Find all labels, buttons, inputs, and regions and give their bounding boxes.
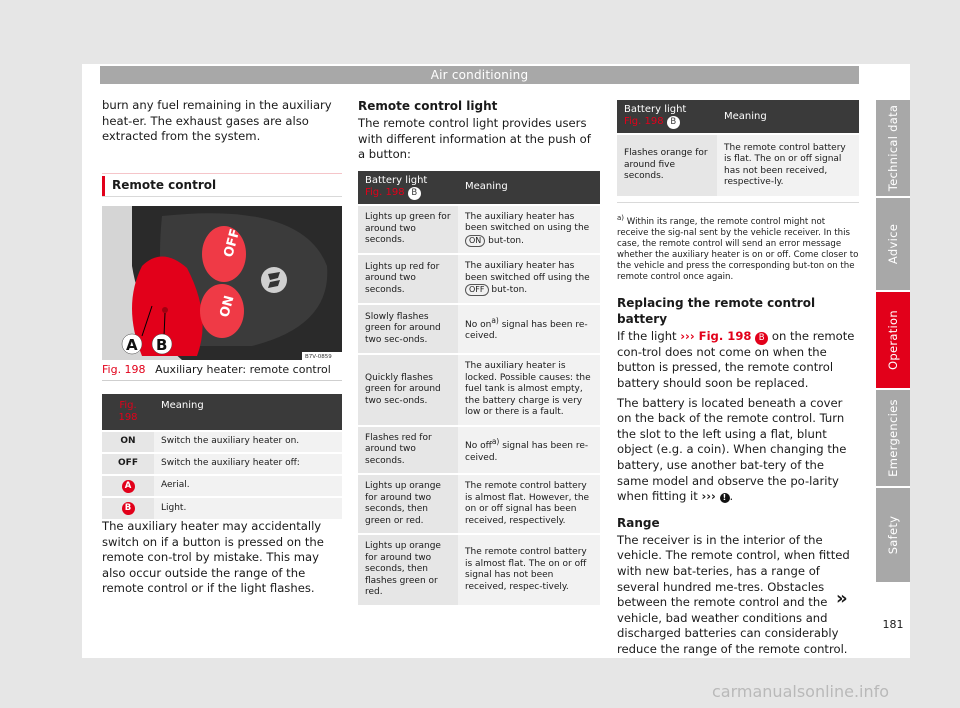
light-state: Slowly flashes green for around two sec-onds. [358,304,458,354]
legend-meaning: Switch the auxiliary heater off: [154,453,342,475]
tab-emergencies[interactable] [876,390,910,486]
outro-paragraph: The auxiliary heater may accidentally switch on if a button is pressed on the remote con-trol by mistake. This may also occur outside the range of the remote control or if the light flashes. [102,519,324,596]
figure-caption [102,362,342,381]
footnote-ref: a) [491,315,499,325]
table-row [102,431,342,453]
meaning-text: The auxiliary heater has been switched on using the [465,211,590,234]
light-state: Flashes red for around two seconds. [358,426,458,475]
chapter-header: Air conditioning [100,66,859,84]
footnote-ref: a) [491,437,500,447]
battery-light-header [358,171,458,205]
battery-paragraph-2: The battery is located beneath a cover on the back of the remote control. Turn the slot to the left using a flat, blunt object (e.g. a coin). When changing the battery, use another bat-tery of the same model and observe the po-larity when fitting it ››› ! . [617,395,847,504]
battery-light-table [358,171,600,605]
light-state: Lights up orange for around two seconds, then flashes green or red. [358,534,458,605]
table-row [358,534,600,605]
header-line2: Fig. 198 [624,116,664,127]
tab-label: Operation [886,310,900,370]
table-row [358,474,600,534]
meaning-text: No on [465,319,492,330]
on-button-label: ON [217,293,238,320]
page-number: 181 [882,618,904,631]
heading-accent-bar [102,176,105,196]
column-middle [358,98,600,605]
figure-caption-label: Fig. 198 [102,363,146,376]
intro-paragraph: burn any fuel remaining in the auxiliary heat-er. The exhaust gases are also extracted from the system. [102,98,332,144]
tab-advice[interactable] [876,198,910,290]
tab-safety[interactable] [876,488,910,582]
remote-control-title: Remote control [112,178,217,192]
header-line1: Battery light [365,174,428,186]
light-intro: The remote control light provides users with different information at the push of a button: [358,116,591,162]
meaning-text: The auxiliary heater has been switched off using the [465,261,590,283]
continue-mark: » [836,588,848,609]
light-section-title: Remote control light [358,99,498,113]
tab-label: Technical data [886,104,900,192]
battery-light-header [617,100,717,134]
light-meaning [458,304,600,354]
light-state: Lights up orange for around two seconds, then green or red. [358,474,458,534]
table-row [358,205,600,255]
off-button-label: OFF [221,227,244,260]
tab-label: Emergencies [886,399,900,477]
text: The battery is located beneath a cover on the back of the remote control. Turn the slot to the left using a flat, blunt object (e.g. a coin). When changing the battery, use another bat-tery of the same model and observe the po-larity when fitting it [617,395,847,504]
table-row [358,354,600,426]
figure-label-a: A [126,336,138,354]
light-meaning: The remote control battery is flat. The on or off signal has not been received, respective-ly. [717,134,859,196]
text: on the remote con-trol does not come on when the button is pressed, the remote control battery should soon be replaced. [617,328,855,391]
table-row [358,426,600,475]
meaning-text: signal has been re-ceived. [465,441,589,463]
remote-control-figure [102,206,342,360]
figure-code: B7V-0859 [305,354,332,360]
legend-key-b: B [122,502,135,515]
off-badge: OFF [465,284,489,296]
remote-control-illustration [102,206,342,360]
legend-meaning: Light. [154,497,342,519]
light-meaning [458,426,600,475]
light-state: Quickly flashes green for around two sec-onds. [358,354,458,426]
legend-meaning: Switch the auxiliary heater on. [154,431,342,453]
warning-icon: ! [720,493,730,503]
table-row [617,134,859,196]
table-row [102,497,342,519]
watermark: carmanualsonline.info [712,682,890,701]
table-row [358,304,600,354]
light-indicator [162,307,168,313]
logo-icon [261,267,287,293]
legend-table-wrap [102,394,342,519]
light-meaning [458,205,600,255]
tab-operation[interactable] [876,292,910,388]
light-meaning: The auxiliary heater is locked. Possible causes: the fuel tank is almost empty, the battery charge is very low or there is a fault. [458,354,600,426]
meaning-text: but-ton. [491,285,528,296]
meaning-text: signal has been re-ceived. [465,319,588,342]
tab-label: Advice [886,223,900,265]
table-row [102,475,342,497]
legend-key-off: OFF [102,453,154,475]
remote-control-heading [102,173,342,197]
battery-light-table-cont [617,100,859,196]
battery-paragraph-1 [617,329,859,392]
range-paragraph: The receiver is in the interior of the vehicle. The remote control, when fitted with new bat-teries, has a range of several hundred me-tres. Obstacles between the remote control and the vehicle, bad weather conditions and discharged batteries can considerably reduce the range of the remote control. [617,532,850,656]
figure-caption-text: Auxiliary heater: remote control [155,363,331,376]
legend-key-a: A [122,480,135,493]
legend-header-meaning: Meaning [154,394,342,431]
warning-link[interactable]: ››› [701,489,716,504]
legend-key-on: ON [102,431,154,453]
light-state: Flashes orange for around five seconds. [617,134,717,196]
meaning-text: but-ton. [488,235,524,246]
header-badge-b: B [667,116,680,129]
light-b-badge: B [755,332,768,345]
column-left [102,98,342,149]
footnote-divider [617,202,859,203]
light-state: Lights up green for around two seconds. [358,205,458,255]
column-right [617,100,859,662]
meaning-header: Meaning [458,171,600,205]
text: If the light [617,328,677,343]
meaning-text: No off [465,441,492,452]
header-line1: Battery light [624,104,687,115]
light-meaning: The remote control battery is almost flat. However, the on or off signal has been received, respectively. [458,474,600,534]
battery-section-title: Replacing the remote control battery [617,295,816,326]
tab-technical-data[interactable] [876,100,910,196]
outro-wrap [102,519,342,601]
footnote-mark: a) [617,214,625,222]
legend-table [102,394,342,519]
light-meaning [458,254,600,304]
fig-link[interactable]: ››› Fig. 198 [680,328,752,343]
on-badge: ON [465,235,485,247]
tab-label: Safety [886,515,900,555]
range-section-title: Range [617,515,660,530]
table-row [102,453,342,475]
header-badge-b: B [408,187,421,200]
legend-header-fig: Fig. 198 [102,394,154,431]
figure-label-b: B [156,336,168,354]
footnote [617,213,859,283]
table-row [358,254,600,304]
light-meaning: The remote control battery is almost flat. The on or off signal has not been received, respec-tively. [458,534,600,605]
legend-meaning: Aerial. [154,475,342,497]
footnote-text: Within its range, the remote control might not receive the sig-nal sent by the vehicle receiver. In this case, the remote control will send an error message whether the auxiliary heater is on or off. Come closer to the vehicle and press the corresponding but-ton on the remote control once again. [617,216,859,282]
meaning-header: Meaning [717,100,859,134]
header-line2: Fig. 198 [365,186,405,198]
light-state: Lights up red for around two seconds. [358,254,458,304]
